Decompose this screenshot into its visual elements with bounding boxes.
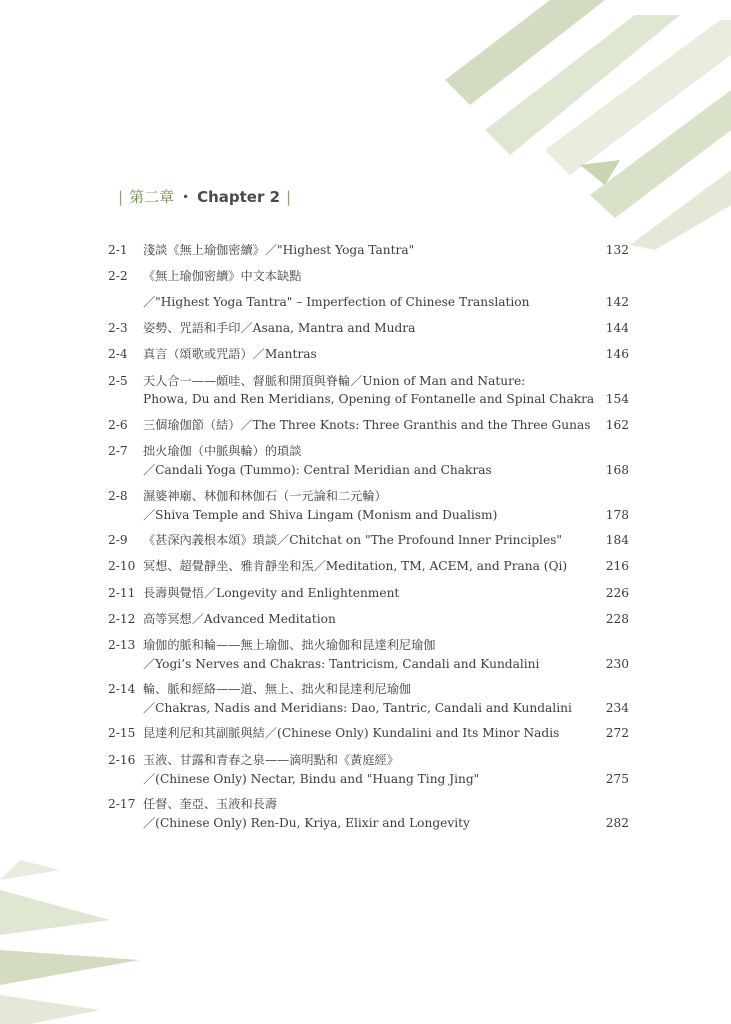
entry-number: 2-17 — [108, 797, 136, 811]
decorative-stripes-bottom-left — [0, 860, 160, 1024]
entry-number: 2-5 — [108, 374, 128, 388]
entry-number: 2-15 — [108, 726, 136, 740]
entry-page: 230 — [605, 657, 629, 671]
entry-page: 132 — [605, 243, 629, 257]
entry-title: 長壽與覺悟／Longevity and Enlightenment — [143, 586, 400, 600]
heading-bar-left: | — [118, 187, 124, 206]
entry-subtitle: ／Chakras, Nadis and Meridians: Dao, Tantric, Candali and Kundalini — [143, 701, 572, 715]
entry-page: 184 — [605, 533, 629, 547]
entry-number: 2-13 — [108, 638, 136, 652]
chapter-title-separator: ・ — [178, 188, 194, 206]
entry-title: 《甚深內義根本頌》瑣談／Chitchat on "The Profound lnner Principles" — [143, 533, 563, 547]
entry-title: 高等冥想／Advanced Meditation — [143, 612, 336, 626]
entry-title: 拙火瑜伽（中脈與輪）的瑣談 — [143, 444, 302, 458]
entry-title: 冥想、超覺靜坐、雅肯靜坐和炁／Meditation, TM, ACEM, and Prana (Qi) — [143, 559, 568, 573]
entry-page: 144 — [605, 321, 629, 335]
entry-number: 2-7 — [108, 444, 128, 458]
entry-page: 168 — [605, 463, 629, 477]
entry-subtitle: ／(Chinese Only) Nectar, Bindu and "Huang Ting Jing" — [143, 772, 480, 786]
entry-page: 142 — [605, 295, 629, 309]
entry-page: 154 — [605, 392, 629, 406]
entry-page: 226 — [605, 586, 629, 600]
entry-number: 2-8 — [108, 489, 128, 503]
entry-subtitle: Phowa, Du and Ren Meridians, Opening of Fontanelle and Spinal Chakra — [143, 392, 595, 406]
entry-title: 瑜伽的脈和輪——無上瑜伽、拙火瑜伽和昆達利尼瑜伽 — [143, 638, 436, 652]
entry-subtitle: ／Yogi’s Nerves and Chakras: Tantricism, Candali and Kundalini — [143, 657, 540, 671]
entry-title: 玉液、甘露和青春之泉——滴明點和《黃庭經》 — [143, 753, 399, 767]
entry-page: 272 — [605, 726, 629, 740]
entry-number: 2-11 — [108, 586, 136, 600]
entry-title: 昆達利尼和其副脈與結／(Chinese Only) Kundalini and Its Minor Nadis — [143, 726, 560, 740]
entry-subtitle: ／Candali Yoga (Tummo): Central Meridian and Chakras — [143, 463, 492, 477]
entry-number: 2-16 — [108, 753, 136, 767]
entry-number: 2-4 — [108, 347, 128, 361]
decorative-stripes-top-right — [430, 0, 731, 250]
chapter-title-chinese: 第二章 — [129, 188, 175, 206]
entry-number: 2-1 — [108, 243, 128, 257]
entry-number: 2-6 — [108, 418, 128, 432]
entry-page: 282 — [605, 816, 629, 830]
entry-number: 2-12 — [108, 612, 136, 626]
entry-subtitle: ／(Chinese Only) Ren-Du, Kriya, Elixir and Longevity — [143, 816, 470, 830]
entry-subtitle: ／Shiva Temple and Shiva Lingam (Monism and Dualism) — [143, 508, 498, 522]
entry-number: 2-9 — [108, 533, 128, 547]
entry-title: 天人合一——頗哇、督脈和開頂與脊輪／Union of Man and Nature: — [143, 374, 526, 388]
entry-title: 三個瑜伽節（結）／The Three Knots: Three Granthis and the Three Gunas — [143, 418, 591, 432]
entry-page: 178 — [605, 508, 629, 522]
entry-number: 2-10 — [108, 559, 136, 573]
entry-page: 216 — [605, 559, 629, 573]
entry-page: 234 — [605, 701, 629, 715]
entry-page: 162 — [605, 418, 629, 432]
heading-bar-right: | — [286, 187, 292, 206]
entry-number: 2-2 — [108, 269, 128, 283]
entry-title: 濕婆神廟、林伽和林伽石（一元論和二元輪） — [143, 489, 387, 503]
entry-subtitle: ／"Highest Yoga Tantra" – Imperfection of Chinese Translation — [143, 295, 530, 309]
entry-title: 淺談《無上瑜伽密續》／"Highest Yoga Tantra" — [143, 243, 415, 257]
entry-number: 2-3 — [108, 321, 128, 335]
entry-number: 2-14 — [108, 682, 136, 696]
entry-page: 228 — [605, 612, 629, 626]
entry-page: 275 — [605, 772, 629, 786]
entry-page: 146 — [605, 347, 629, 361]
entry-title: 姿勢、咒語和手印／Asana, Mantra and Mudra — [143, 321, 416, 335]
chapter-title-english: Chapter 2 — [197, 187, 281, 206]
entry-title: 任督、奎亞、玉液和長壽 — [143, 797, 278, 811]
entry-title: 輪、脈和經絡——道、無上、拙火和昆達利尼瑜伽 — [143, 682, 412, 696]
entry-title: 真言（頌歌或咒語）／Mantras — [143, 347, 317, 361]
entry-title: 《無上瑜伽密續》中文本缺點 — [143, 269, 302, 283]
chapter-heading — [112, 186, 297, 207]
